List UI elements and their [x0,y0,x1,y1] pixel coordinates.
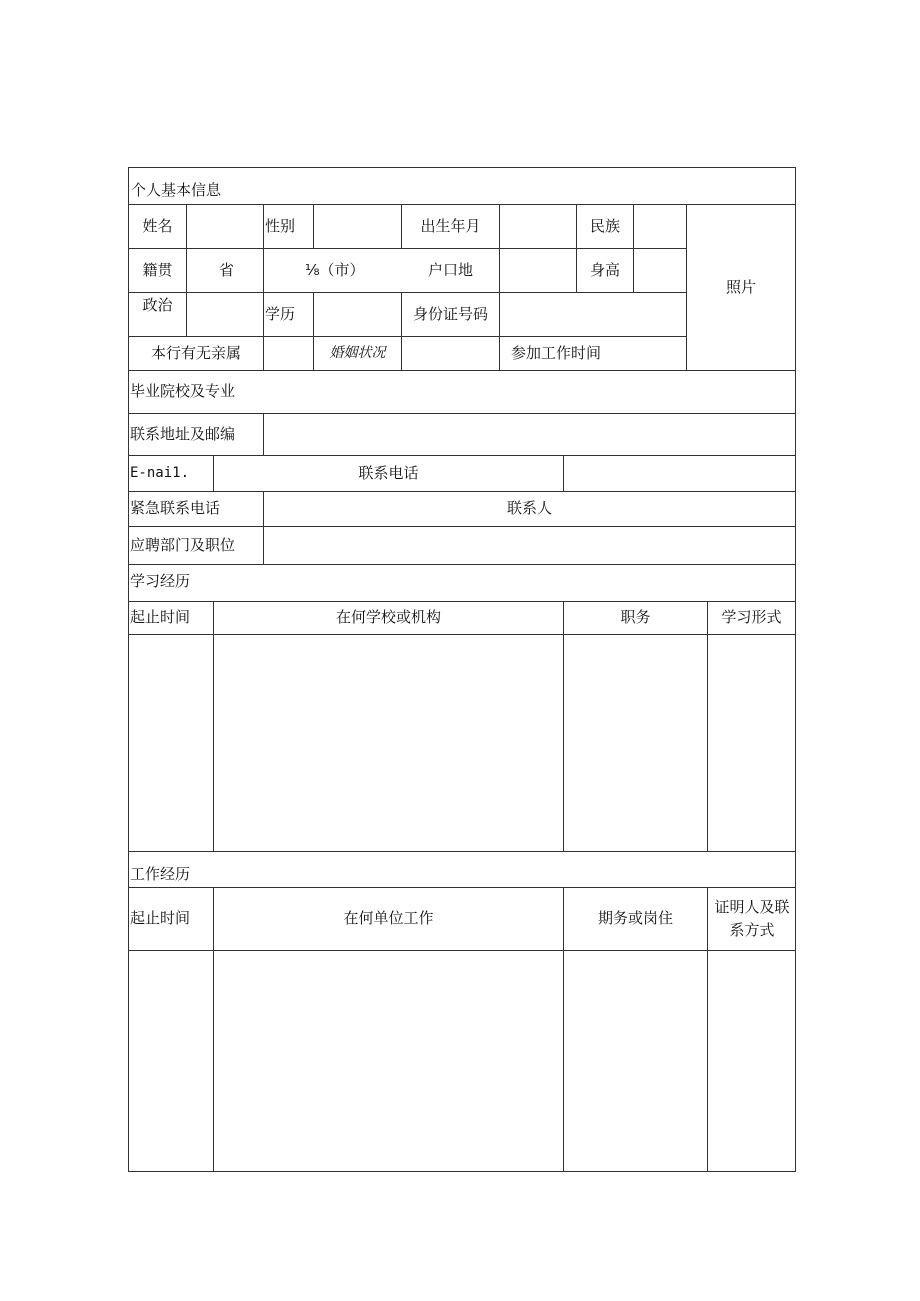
height-label: 身高 [589,260,620,279]
study-col-role: 职务 [620,608,651,627]
study-cell-period[interactable] [130,635,213,851]
birth-value[interactable] [500,205,576,248]
ethnicity-label: 民族 [589,216,620,235]
province-label: 省 [219,260,235,279]
phone-label: 联系电话 [358,463,419,482]
photo-box[interactable]: 照片 [725,277,756,296]
email-label: E-nai1. [130,465,190,482]
section-personal-title: 个人基本信息 [131,181,222,200]
marital-value[interactable] [402,337,499,370]
birth-label: 出生年月 [420,216,481,235]
relatives-label: 本行有无亲属 [150,343,241,362]
work-col-role: 期务或岗住 [597,909,673,928]
education-label: 学历 [265,304,296,323]
name-label: 姓名 [142,216,173,235]
political-value[interactable] [187,293,263,336]
work-col-company: 在何单位工作 [343,909,434,928]
ethnicity-value[interactable] [634,205,686,248]
id-number-value[interactable] [500,293,686,336]
contact-person-label: 联系人 [506,499,552,518]
position-label: 应聘部门及职位 [130,535,236,554]
native-place-label: 籍贯 [142,260,173,279]
height-value[interactable] [634,249,686,292]
study-col-form: 学习形式 [721,608,782,627]
work-cell-company[interactable] [214,951,563,1172]
work-cell-role[interactable] [564,951,707,1172]
hukou-value[interactable] [500,249,576,292]
marital-label: 婚姻状况 [329,345,386,362]
graduation-label: 毕业院校及专业 [130,382,236,401]
work-start-label: 参加工作时间 [511,343,602,362]
education-value[interactable] [314,293,401,336]
study-cell-school[interactable] [214,635,563,851]
address-value[interactable] [264,414,795,455]
hukou-label: 户口地 [427,260,473,279]
gender-label: 性别 [265,216,296,235]
phone-value[interactable] [564,456,795,491]
position-value[interactable] [264,527,795,564]
study-cell-form[interactable] [708,635,795,851]
emergency-phone-label: 紧急联系电话 [130,499,221,518]
line [129,851,795,852]
study-col-school: 在何学校或机构 [335,608,441,627]
application-form [128,167,796,1172]
id-number-label: 身份证号码 [412,304,488,323]
relatives-value[interactable] [264,337,313,370]
city-label: ⅛（市） [305,260,365,279]
political-label: 政治 [142,296,173,315]
work-section-title: 工作经历 [130,865,191,884]
study-cell-role[interactable] [564,635,707,851]
work-col-reference: 证明人及联系方式 [714,897,790,939]
address-label: 联系地址及邮编 [130,424,236,443]
study-section-title: 学习经历 [130,572,191,591]
name-value[interactable] [187,205,263,248]
gender-value[interactable] [314,205,401,248]
work-cell-period[interactable] [130,951,213,1172]
line [129,564,795,565]
study-col-period: 起止时间 [130,608,191,627]
work-cell-reference[interactable] [708,951,795,1172]
work-col-period: 起止时间 [130,909,191,928]
